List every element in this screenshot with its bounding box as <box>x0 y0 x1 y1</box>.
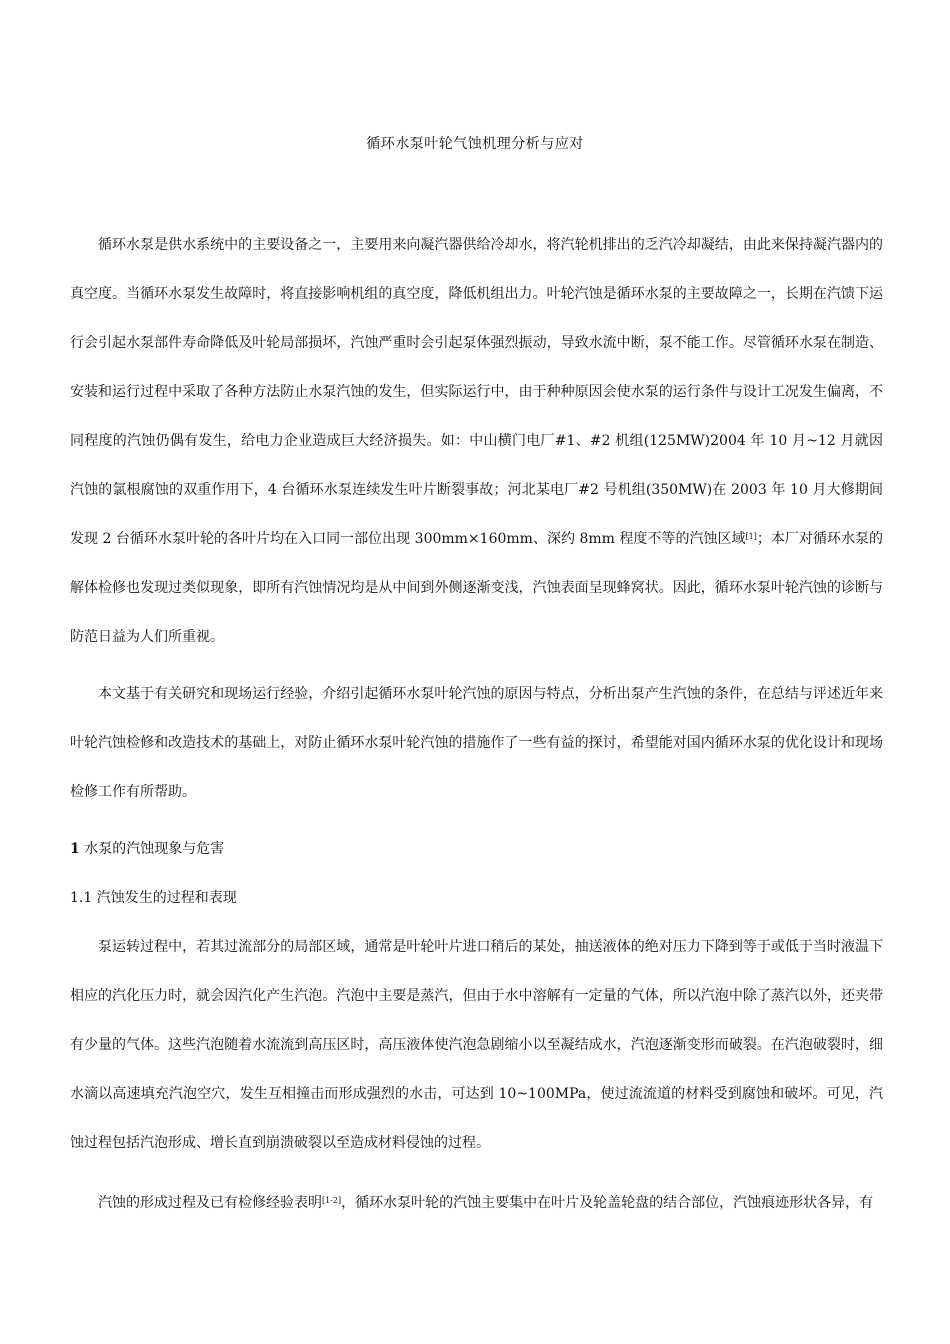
paragraph-location-text-a: 汽蚀的形成过程及已有检修经验表明 <box>98 1195 322 1211</box>
section-number: 1 <box>70 841 80 857</box>
document-title: 循环水泵叶轮气蚀机理分析与应对 <box>366 136 584 152</box>
paragraph-cavitation-process: 泵运转过程中，若其过流部分的局部区域，通常是叶轮叶片进口稍后的某处，抽送液体的绝对压力下降到等于或低于当时液温下相应的汽化压力时，就会因汽化产生汽泡。汽泡中主要是蒸汽，但由于水中溶解有一定量的气体，所以汽泡中除了蒸汽以外，还夹带有少量的气体。这些汽泡随着水流流到高压区时，高压液体使汽泡急剧缩小以至凝结成水，汽泡逐渐变形而破裂。在汽泡破裂时，细水滴以高速填充汽泡空穴，发生互相撞击而形成强烈的水击，可达到 10~100MPa，使过流流道的材料受到腐蚀和破坏。可见，汽蚀过程包括汽泡形成、增长直到崩溃破裂以至造成材料侵蚀的过程。 <box>70 939 883 1151</box>
paragraph-cavitation-location <box>70 1179 883 1228</box>
paragraph-location-text-b: ，循环水泵叶轮的汽蚀主要集中在叶片及轮盖轮盘的结合部位，汽蚀痕迹形状各异，有 <box>341 1195 874 1211</box>
paragraph-intro <box>70 221 883 662</box>
subsection-number: 1.1 <box>70 890 93 906</box>
paragraph-intro-text-a: 循环水泵是供水系统中的主要设备之一，主要用来向凝汽器供给冷却水，将汽轮机排出的乏汽冷却凝结，由此来保持凝汽器内的真空度。当循环水泵发生故障时，将直接影响机组的真空度，降低机组出力。叶轮汽蚀是循环水泵的主要故障之一，长期在汽馈下运行会引起水泵部件寿命降低及叶轮局部损坏，汽蚀严重时会引起泵体强烈振动，导致水流中断，泵不能工作。尽管循环水泵在制造、安装和运行过程中采取了各种方法防止水泵汽蚀的发生，但实际运行中，由于种种原因会使水泵的运行条件与设计工况发生偏离，不同程度的汽蚀仍偶有发生，给电力企业造成巨大经济损失。如：中山横门电厂#1、#2 机组(125MW)2004 年 10 月~12 月就因汽蚀的氯根腐蚀的双重作用下，4 台循环水泵连续发生叶片断裂事故；河北某电厂#2 号机组(350MW)在 2003 年 10 月大修期间发现 2 台循环水泵叶轮的各叶片均在入口同一部位出现 300mm×160mm、深约 8mm 程度不等的汽蚀区域 <box>70 237 883 547</box>
subsection-heading-text: 汽蚀发生的过程和表现 <box>92 890 237 906</box>
citation-ref: [1] <box>745 532 757 541</box>
paragraph-scope: 本文基于有关研究和现场运行经验，介绍引起循环水泵叶轮汽蚀的原因与特点，分析出泵产生汽蚀的条件，在总结与评述近年来叶轮汽蚀检修和改造技术的基础上，对防止循环水泵叶轮汽蚀的措施作了一些有益的探讨，希望能对国内循环水泵的优化设计和现场检修工作有所帮助。 <box>70 686 883 800</box>
section-heading-1 <box>70 825 883 874</box>
subsection-heading-1-1 <box>70 874 883 923</box>
paragraph-intro-text-b: ；本厂对循环水泵的解体检修也发现过类似现象，即所有汽蚀情况均是从中间到外侧逐渐变浅，汽蚀表面呈现蜂窝状。因此，循环水泵叶轮汽蚀的诊断与防范日益为人们所重视。 <box>70 531 883 645</box>
section-heading-text: 水泵的汽蚀现象与危害 <box>79 841 225 857</box>
citation-ref: [1-2] <box>322 1196 342 1205</box>
